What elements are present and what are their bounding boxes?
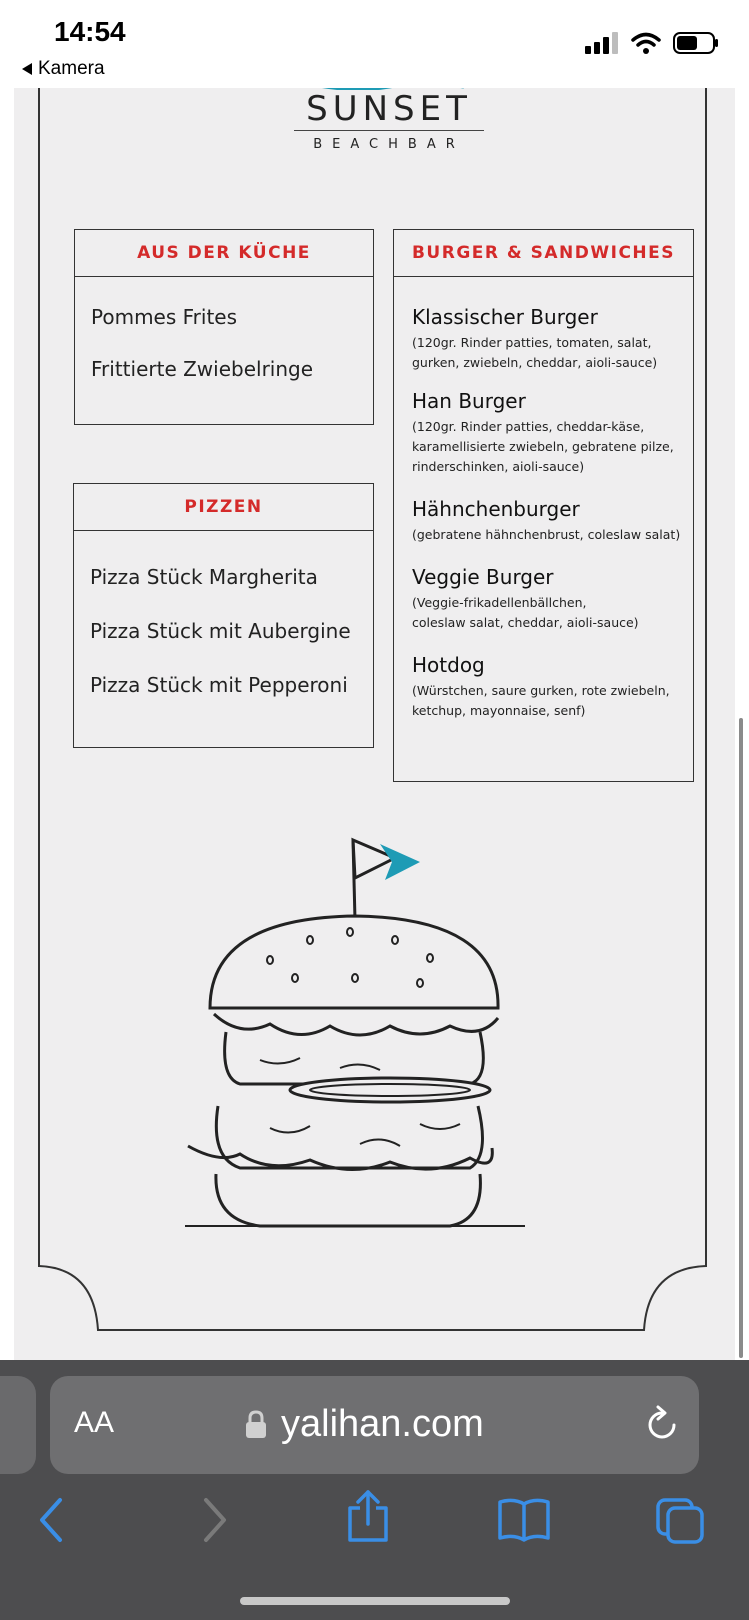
battery-icon (673, 32, 719, 54)
menu-item (394, 305, 693, 373)
brand-logo (294, 88, 484, 152)
address-bar[interactable] (50, 1376, 699, 1474)
menu-item: Pizza Stück mit Aubergine (90, 619, 351, 643)
tabs-icon[interactable] (654, 1496, 706, 1546)
menu-item-description: (120gr. Rinder patties, cheddar-käse, karamellisierte zwiebeln, gebratene pilze, rinderschinken, aioli-sauce) (412, 419, 674, 474)
brand-divider (294, 130, 484, 131)
pizza-heading: PIZZEN (74, 484, 373, 531)
menu-item-name: Klassischer Burger (412, 305, 598, 329)
web-content[interactable] (0, 88, 749, 1360)
scroll-indicator[interactable] (739, 718, 743, 1358)
reader-options-button[interactable] (74, 1406, 114, 1440)
kitchen-heading: AUS DER KÜCHE (75, 230, 373, 277)
system-icons (585, 32, 719, 54)
menu-item-description: (gebratene hähnchenbrust, coleslaw salat) (412, 527, 681, 542)
menu-item (394, 565, 693, 633)
share-icon[interactable] (344, 1488, 392, 1544)
browser-chrome (0, 1360, 749, 1620)
url-display[interactable] (245, 1403, 484, 1446)
back-to-app-link[interactable] (22, 58, 105, 80)
browser-toolbar (0, 1486, 749, 1566)
pizza-section (73, 483, 374, 748)
kitchen-section (74, 229, 374, 425)
back-label: Kamera (38, 58, 105, 79)
menu-item: Pizza Stück Margherita (90, 565, 318, 589)
home-indicator[interactable] (240, 1597, 510, 1605)
menu-item-description: (Veggie-frikadellenbällchen, coleslaw salat, cheddar, aioli-sauce) (412, 595, 639, 630)
menu-item: Frittierte Zwiebelringe (91, 357, 314, 381)
menu-item (394, 497, 693, 545)
brand-title: SUNSET (306, 89, 472, 129)
menu-item-name: Han Burger (412, 389, 526, 413)
cellular-signal-icon (585, 32, 619, 54)
menu-item-description: (120gr. Rinder patties, tomaten, salat, gurken, zwiebeln, cheddar, aioli-sauce) (412, 335, 658, 370)
status-bar (0, 0, 749, 88)
menu-item (394, 653, 693, 721)
back-chevron-icon[interactable] (36, 1496, 68, 1544)
clock: 14:54 (54, 16, 126, 47)
menu-item (394, 389, 693, 477)
bookmarks-icon[interactable] (496, 1496, 552, 1544)
wave-logo-icon (294, 88, 484, 90)
burger-heading: BURGER & SANDWICHES (394, 230, 693, 277)
menu-item: Pizza Stück mit Pepperoni (90, 673, 348, 697)
forward-chevron-icon[interactable] (198, 1496, 230, 1544)
menu-item-name: Hähnchenburger (412, 497, 580, 521)
burger-illustration (180, 828, 530, 1228)
wifi-icon (631, 32, 661, 54)
menu-item-name: Hotdog (412, 653, 485, 677)
burger-section (393, 229, 694, 782)
menu-item-description: (Würstchen, saure gurken, rote zwiebeln, ketchup, mayonnaise, senf) (412, 683, 670, 718)
reader-options-label: AA (74, 1406, 115, 1439)
back-arrow-icon (22, 63, 32, 75)
lock-icon (245, 1410, 267, 1440)
reload-icon[interactable] (643, 1403, 681, 1445)
brand-subtitle: BEACHBAR (313, 137, 465, 152)
previous-tab-preview[interactable] (0, 1376, 36, 1474)
menu-item-name: Veggie Burger (412, 565, 554, 589)
url-text: yalihan.com (281, 1403, 484, 1445)
menu-item: Pommes Frites (91, 305, 238, 329)
